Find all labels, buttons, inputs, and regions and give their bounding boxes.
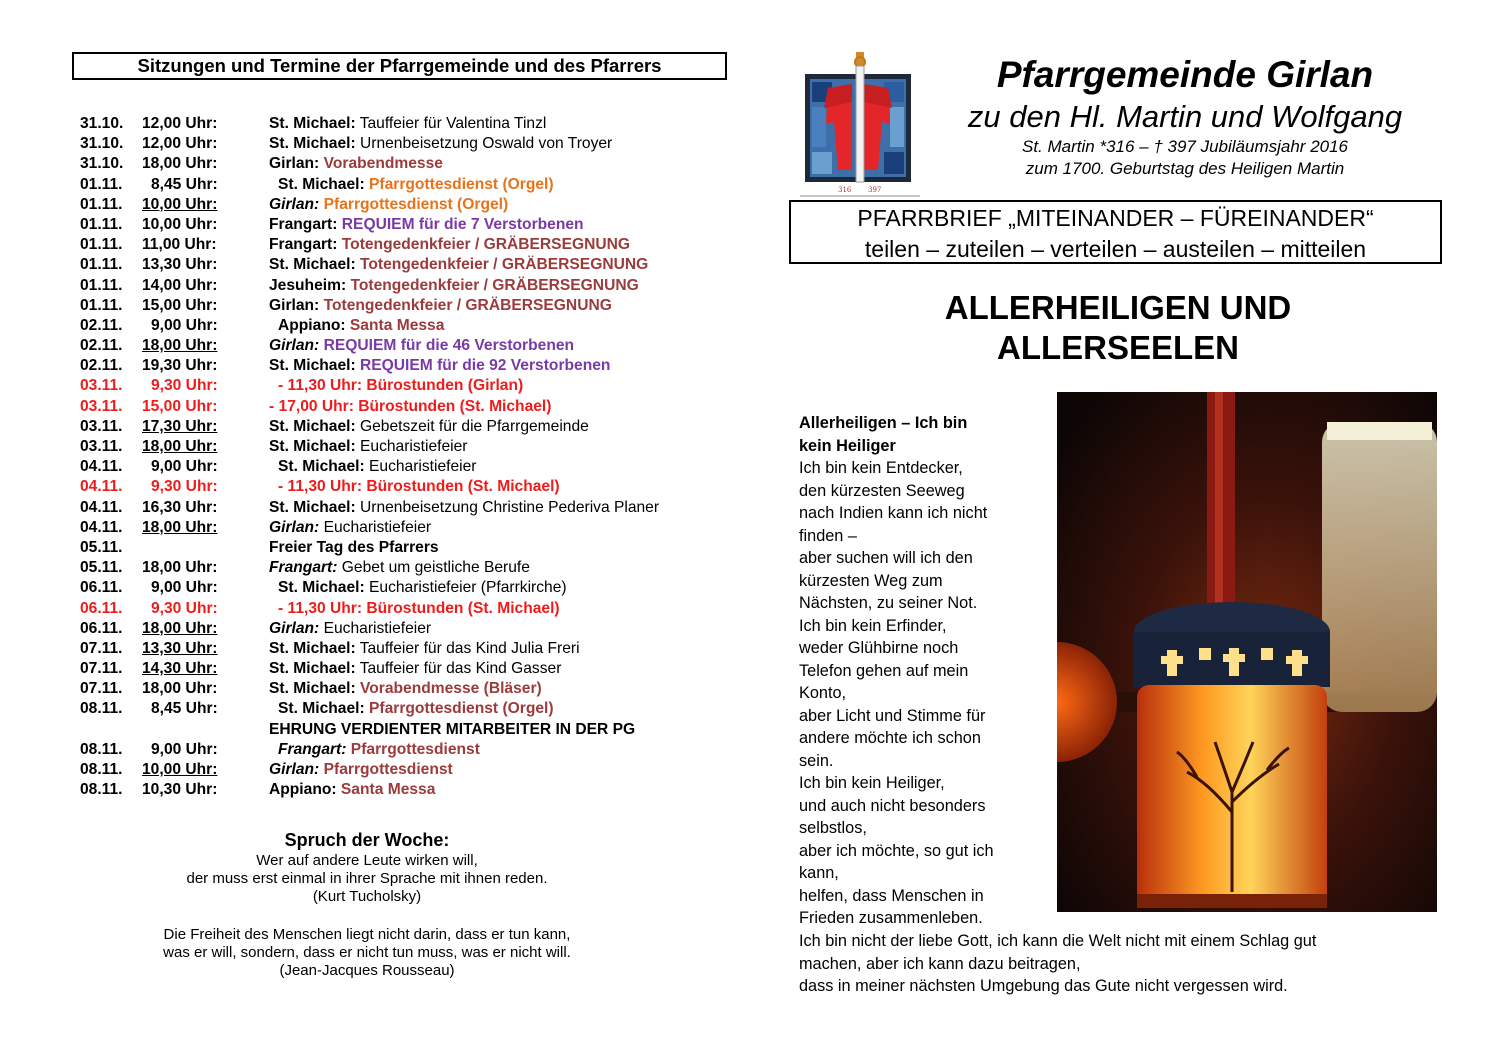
schedule-entry: [278, 699, 732, 719]
schedule-entry: [269, 235, 732, 255]
schedule-entry: [269, 195, 732, 215]
schedule-row: [80, 720, 732, 740]
schedule-entry: [269, 336, 732, 356]
schedule-entry: [278, 477, 732, 497]
poem-line: sein.: [799, 751, 834, 770]
schedule-location: Frangart:: [278, 740, 347, 758]
schedule-entry: [278, 599, 732, 619]
schedule-time-value: 9,00 Uhr:: [151, 458, 218, 476]
schedule-location: St. Michael:: [269, 639, 356, 657]
schedule-location: St. Michael:: [269, 115, 356, 132]
schedule-time: [142, 154, 269, 174]
schedule-location: St. Michael:: [278, 700, 365, 718]
schedule-row: [80, 215, 732, 235]
schedule-time-value: 13,30 Uhr:: [142, 639, 218, 657]
schedule-event: Eucharistiefeier: [369, 458, 477, 476]
schedule-row: [80, 558, 732, 578]
schedule-row: [80, 780, 732, 800]
schedule-row: [80, 477, 732, 497]
schedule-entry: [269, 356, 732, 376]
schedule-row: [80, 296, 732, 316]
schedule-date: [80, 720, 142, 740]
schedule-time: [142, 114, 269, 134]
schedule-time-value: 16,30 Uhr:: [142, 498, 218, 516]
spruch-line: der muss erst einmal in ihrer Sprache mit ihnen reden.: [186, 870, 548, 887]
schedule-time-value: 18,00 Uhr:: [142, 619, 218, 637]
poem-ending-line: Ich bin nicht der liebe Gott, ich kann die Welt nicht mit einem Schlag gut: [799, 932, 1317, 950]
schedule-time-value: 10,00 Uhr:: [142, 195, 218, 213]
quote-line: was er will, sondern, dass er nicht tun muss, was er nicht will.: [163, 944, 571, 961]
schedule-event: Totengedenkfeier / GRÄBERSEGNUNG: [323, 296, 612, 314]
schedule-date: 02.11.: [80, 357, 123, 375]
schedule-date: 08.11.: [80, 781, 123, 799]
main-heading-line-2: ALLERSEELEN: [996, 329, 1240, 366]
poem-line: aber Licht und Stimme für: [799, 706, 986, 725]
schedule-time: [142, 134, 269, 154]
schedule-time: [142, 255, 269, 275]
schedule-row: [80, 619, 732, 639]
schedule-time: [142, 296, 269, 316]
schedule-event: Gebet um geistliche Berufe: [341, 559, 530, 577]
schedule-date: 02.11.: [80, 337, 123, 355]
schedule-time-value: 9,30 Uhr:: [151, 478, 218, 496]
parish-title: Pfarrgemeinde Girlan: [996, 54, 1374, 95]
schedule-row: [80, 518, 732, 538]
schedule-location: St. Michael:: [269, 256, 356, 274]
schedule-event: Urnenbeisetzung Christine Pederiva Planer: [360, 498, 660, 516]
schedule-time: [142, 235, 269, 255]
schedule-time: [142, 659, 269, 679]
schedule-location: St. Michael:: [269, 660, 356, 678]
schedule-row: [80, 417, 732, 437]
schedule-date: 31.10.: [80, 115, 124, 132]
schedule-date: 03.11.: [80, 377, 123, 395]
schedule-event: - 11,30 Uhr: Bürostunden (St. Michael): [278, 599, 560, 617]
schedule-entry: [269, 114, 732, 134]
schedule-row: [80, 397, 732, 417]
schedule-time-value: 18,00 Uhr:: [142, 155, 218, 173]
schedule-event: Tauffeier für Valentina Tinzl: [359, 115, 547, 132]
schedule-location: Girlan:: [269, 619, 320, 637]
schedule-time: [142, 175, 278, 195]
poem-line: und auch nicht besonders: [799, 796, 986, 815]
schedule-date: 05.11.: [80, 559, 123, 577]
schedule-location: St. Michael:: [269, 680, 356, 698]
schedule-list: [80, 114, 732, 800]
schedule-location: Frangart:: [269, 215, 338, 233]
schedule-time: [142, 639, 269, 659]
schedule-time-value: 15,00 Uhr:: [142, 397, 218, 415]
schedule-time: [142, 215, 269, 235]
poem-line: Ich bin kein Entdecker,: [799, 459, 963, 477]
schedule-row: [80, 437, 732, 457]
schedule-time: [142, 316, 278, 336]
poem-line: kann,: [799, 864, 839, 882]
schedule-entry: [278, 316, 732, 336]
schedule-location: Girlan:: [269, 518, 320, 536]
poem-line: kürzesten Weg zum: [799, 571, 943, 590]
poem-line: Konto,: [799, 684, 847, 702]
schedule-location: Girlan:: [269, 761, 320, 778]
schedule-event: Gebetszeit für die Pfarrgemeinde: [360, 417, 589, 435]
schedule-location: St. Michael:: [278, 458, 365, 476]
schedule-entry: [269, 619, 732, 639]
schedule-row: [80, 356, 732, 376]
schedule-entry: [269, 639, 732, 659]
spruch-line: Wer auf andere Leute wirken will,: [256, 852, 478, 869]
schedule-event: Pfarrgottesdienst: [323, 761, 453, 778]
schedule-time-value: 8,45 Uhr:: [151, 175, 218, 193]
schedule-time: [142, 720, 269, 740]
schedule-row: [80, 114, 732, 134]
schedule-entry: [278, 578, 732, 598]
schedule-location: Frangart:: [269, 559, 338, 577]
schedule-row: [80, 316, 732, 336]
schedule-entry: [269, 498, 732, 518]
poem-line: helfen, dass Menschen in: [799, 886, 984, 905]
schedule-time-value: 9,00 Uhr:: [151, 579, 218, 597]
schedule-entry: [278, 376, 732, 396]
pfarrbrief-motto: teilen – zuteilen – verteilen – austeilen – mitteilen: [864, 236, 1367, 262]
schedule-time-value: 18,00 Uhr:: [142, 559, 218, 577]
schedule-entry: [269, 538, 732, 558]
parish-logo-stained-glass-icon: [800, 52, 920, 200]
schedule-time-value: 12,00 Uhr:: [142, 135, 218, 153]
schedule-entry: [269, 276, 732, 296]
schedule-row: [80, 659, 732, 679]
schedule-time-value: 17,30 Uhr:: [142, 417, 218, 435]
schedule-event: Totengedenkfeier / GRÄBERSEGNUNG: [350, 276, 639, 294]
jubilee-line-2: zum 1700. Geburtstag des Heiligen Martin: [1025, 159, 1345, 178]
schedule-time: [142, 619, 269, 639]
schedule-date: 07.11.: [80, 680, 123, 698]
schedule-event: Pfarrgottesdienst: [350, 740, 480, 758]
schedule-event: Tauffeier für das Kind Gasser: [359, 660, 562, 678]
schedule-row: [80, 538, 732, 558]
masthead: [930, 52, 1440, 180]
schedule-event: Eucharistiefeier: [323, 518, 432, 536]
schedule-row: [80, 134, 732, 154]
spruch-heading: Spruch der Woche:: [284, 830, 450, 850]
schedule-location: Appiano:: [278, 316, 346, 334]
schedule-time-value: 9,30 Uhr:: [151, 377, 218, 395]
schedule-event: Santa Messa: [340, 781, 436, 799]
schedule-location: Jesuheim:: [269, 276, 347, 294]
schedule-time: [142, 195, 269, 215]
schedule-time: [142, 397, 269, 417]
schedule-row: [80, 336, 732, 356]
schedule-date: 05.11.: [80, 538, 123, 556]
poem-line: aber ich möchte, so gut ich: [799, 841, 994, 860]
schedule-time: [142, 679, 269, 699]
schedule-location: Frangart:: [269, 236, 338, 254]
schedule-event: Vorabendmesse: [323, 155, 443, 173]
poem-line: den kürzesten Seeweg: [799, 481, 965, 500]
schedule-time-value: 12,00 Uhr:: [142, 115, 218, 132]
schedule-date: 04.11.: [80, 498, 123, 516]
schedule-event: - 11,30 Uhr: Bürostunden (St. Michael): [278, 478, 560, 496]
schedule-time: [142, 477, 278, 497]
schedule-date: 08.11.: [80, 740, 123, 758]
schedule-entry: [278, 457, 732, 477]
schedule-event: Vorabendmesse (Bläser): [360, 680, 542, 698]
pfarrbrief-box: [789, 200, 1442, 264]
schedule-entry: [269, 558, 732, 578]
schedule-time-value: 19,30 Uhr:: [142, 357, 218, 375]
schedule-time-value: 9,30 Uhr:: [151, 599, 218, 617]
schedule-time: [142, 699, 278, 719]
schedule-event: Freier Tag des Pfarrers: [269, 538, 439, 556]
schedule-event: REQUIEM für die 92 Verstorbenen: [360, 357, 611, 375]
schedule-time-value: 18,00 Uhr:: [142, 680, 218, 698]
schedule-time: [142, 599, 278, 619]
schedule-date: 08.11.: [80, 700, 123, 718]
poem-ending-line: machen, aber ich kann dazu beitragen,: [799, 954, 1081, 973]
schedule-entry: [269, 780, 732, 800]
schedule-box-title: Sitzungen und Termine der Pfarrgemeinde und des Pfarrers: [72, 52, 727, 80]
schedule-time: [142, 336, 269, 356]
poem-title-2: kein Heiliger: [799, 436, 896, 455]
schedule-event: Santa Messa: [349, 316, 445, 334]
schedule-row: [80, 639, 732, 659]
schedule-entry: [278, 175, 732, 195]
schedule-entry: [269, 720, 732, 740]
schedule-date: 01.11.: [80, 296, 123, 314]
schedule-entry: [269, 760, 732, 780]
schedule-date: 04.11.: [80, 458, 123, 476]
schedule-time: [142, 417, 269, 437]
schedule-row: [80, 679, 732, 699]
logo-year-right: 397: [868, 186, 882, 194]
poem: [799, 412, 1049, 930]
schedule-location: Girlan:: [269, 195, 320, 213]
poem-line: weder Glühbirne noch: [799, 639, 959, 657]
schedule-time-value: 14,00 Uhr:: [142, 276, 218, 294]
schedule-time: [142, 498, 269, 518]
schedule-location: St. Michael:: [269, 438, 356, 455]
schedule-row: [80, 154, 732, 174]
schedule-date: 31.10.: [80, 155, 124, 173]
schedule-date: 07.11.: [80, 660, 123, 678]
schedule-date: 04.11.: [80, 518, 123, 536]
schedule-date: 03.11.: [80, 438, 123, 455]
schedule-date: 02.11.: [80, 316, 123, 334]
schedule-row: [80, 740, 732, 760]
poem-line: Nächsten, zu seiner Not.: [799, 594, 978, 612]
schedule-entry: [269, 255, 732, 275]
schedule-event: Eucharistiefeier (Pfarrkirche): [369, 579, 567, 597]
poem-line: Ich bin kein Heiliger,: [799, 774, 945, 792]
schedule-event: - 11,30 Uhr: Bürostunden (Girlan): [278, 377, 524, 395]
schedule-row: [80, 578, 732, 598]
schedule-date: 03.11.: [80, 397, 123, 415]
schedule-row: [80, 276, 732, 296]
schedule-row: [80, 175, 732, 195]
poem-line: finden –: [799, 526, 857, 545]
schedule-event: Urnenbeisetzung Oswald von Troyer: [360, 135, 613, 153]
schedule-location: St. Michael:: [269, 357, 356, 375]
schedule-event: REQUIEM für die 7 Verstorbenen: [341, 215, 584, 233]
poem-line: nach Indien kann ich nicht: [799, 504, 988, 522]
schedule-location: St. Michael:: [269, 417, 356, 435]
poem-line: andere möchte ich schon: [799, 729, 981, 747]
schedule-time-value: 10,00 Uhr:: [142, 215, 218, 233]
schedule-time: [142, 437, 269, 457]
spruch-der-woche: [72, 828, 662, 980]
schedule-date: 01.11.: [80, 195, 123, 213]
schedule-date: 06.11.: [80, 619, 123, 637]
schedule-column: [72, 52, 732, 800]
schedule-time: [142, 518, 269, 538]
schedule-event: Pfarrgottesdienst (Orgel): [323, 195, 509, 213]
schedule-entry: [278, 740, 732, 760]
schedule-entry: [269, 154, 732, 174]
quote-line: Die Freiheit des Menschen liegt nicht darin, dass er tun kann,: [163, 926, 571, 943]
schedule-date: 01.11.: [80, 276, 123, 294]
schedule-time-value: 10,30 Uhr:: [142, 781, 218, 799]
schedule-date: 07.11.: [80, 639, 123, 657]
schedule-event: Eucharistiefeier: [323, 619, 432, 637]
schedule-entry: [269, 296, 732, 316]
schedule-time-value: 9,00 Uhr:: [151, 316, 218, 334]
schedule-row: [80, 498, 732, 518]
schedule-time-value: 18,00 Uhr:: [142, 438, 218, 455]
schedule-date: 01.11.: [80, 236, 123, 254]
main-heading-line-1: ALLERHEILIGEN UND: [944, 289, 1292, 326]
schedule-time: [142, 356, 269, 376]
schedule-time-value: 15,00 Uhr:: [142, 296, 218, 314]
schedule-time: [142, 457, 278, 477]
schedule-location: St. Michael:: [269, 135, 356, 153]
poem-line: selbstlos,: [799, 819, 867, 837]
schedule-entry: [269, 518, 732, 538]
poem-line: Frieden zusammenleben.: [799, 909, 983, 927]
schedule-time-value: 13,30 Uhr:: [142, 256, 218, 274]
logo-year-left: 316: [838, 186, 852, 194]
schedule-time-value: 14,30 Uhr:: [142, 660, 218, 678]
schedule-date: 01.11.: [80, 175, 123, 193]
schedule-row: [80, 457, 732, 477]
schedule-time: [142, 538, 269, 558]
schedule-location: Girlan:: [269, 155, 320, 173]
poem-line: Ich bin kein Erfinder,: [799, 616, 947, 635]
schedule-entry: [269, 437, 732, 457]
schedule-entry: [269, 215, 732, 235]
schedule-location: Girlan:: [269, 296, 320, 314]
schedule-entry: [269, 134, 732, 154]
schedule-event: Eucharistiefeier: [360, 438, 468, 455]
schedule-row: [80, 760, 732, 780]
quote-author: (Jean-Jacques Rousseau): [279, 962, 455, 979]
poem-title: Allerheiligen – Ich bin: [799, 414, 968, 432]
poem-line: Telefon gehen auf mein: [799, 661, 969, 680]
schedule-time: [142, 578, 278, 598]
schedule-date: 31.10.: [80, 135, 124, 153]
schedule-date: 06.11.: [80, 599, 123, 617]
schedule-entry: [269, 417, 732, 437]
spruch-author: (Kurt Tucholsky): [312, 888, 422, 905]
schedule-location: Appiano:: [269, 781, 337, 799]
schedule-event: Tauffeier für das Kind Julia Freri: [359, 639, 580, 657]
schedule-date: 04.11.: [80, 478, 123, 496]
schedule-row: [80, 699, 732, 719]
schedule-date: 01.11.: [80, 256, 123, 274]
jubilee-line: St. Martin *316 – † 397 Jubiläumsjahr 2016: [1021, 137, 1349, 156]
schedule-event: Totengedenkfeier / GRÄBERSEGNUNG: [341, 236, 631, 254]
poem-ending-line: dass in meiner nächsten Umgebung das Gute nicht vergessen wird.: [799, 977, 1288, 995]
schedule-event: - 17,00 Uhr: Bürostunden (St. Michael): [269, 397, 552, 415]
schedule-time-value: 11,00 Uhr:: [142, 236, 217, 254]
schedule-location: St. Michael:: [278, 175, 365, 193]
schedule-time-value: 10,00 Uhr:: [142, 761, 218, 778]
schedule-row: [80, 376, 732, 396]
schedule-entry: [269, 397, 732, 417]
schedule-event: Pfarrgottesdienst (Orgel): [369, 175, 554, 193]
schedule-time: [142, 760, 269, 780]
schedule-entry: [269, 679, 732, 699]
schedule-time-value: 18,00 Uhr:: [142, 518, 218, 536]
schedule-location: Girlan:: [269, 337, 320, 355]
poem-ending: [799, 930, 1459, 998]
schedule-date: 06.11.: [80, 579, 123, 597]
schedule-entry: [269, 659, 732, 679]
schedule-row: [80, 195, 732, 215]
schedule-event: REQUIEM für die 46 Verstorbenen: [323, 337, 575, 355]
schedule-time: [142, 276, 269, 296]
schedule-event: EHRUNG VERDIENTER MITARBEITER IN DER PG: [269, 720, 636, 738]
schedule-row: [80, 255, 732, 275]
schedule-time-value: 18,00 Uhr:: [142, 337, 218, 355]
schedule-date: 08.11.: [80, 761, 123, 778]
schedule-date: 01.11.: [80, 215, 123, 233]
schedule-time: [142, 740, 278, 760]
poem-line: aber suchen will ich den: [799, 549, 973, 567]
grave-candle-photo: [1057, 392, 1437, 912]
schedule-time-value: 8,45 Uhr:: [151, 700, 218, 718]
schedule-location: St. Michael:: [269, 498, 356, 516]
schedule-location: St. Michael:: [278, 579, 365, 597]
schedule-row: [80, 599, 732, 619]
schedule-date: 03.11.: [80, 417, 123, 435]
schedule-event: Pfarrgottesdienst (Orgel): [369, 700, 554, 718]
schedule-time: [142, 780, 269, 800]
main-heading: [790, 288, 1446, 368]
schedule-row: [80, 235, 732, 255]
pfarrbrief-title: PFARRBRIEF „MITEINANDER – FÜREINANDER“: [857, 205, 1374, 231]
schedule-time: [142, 558, 269, 578]
schedule-time-value: 9,00 Uhr:: [151, 740, 218, 758]
schedule-time: [142, 376, 278, 396]
parish-subtitle: zu den Hl. Martin und Wolfgang: [967, 99, 1403, 134]
schedule-event: Totengedenkfeier / GRÄBERSEGNUNG: [360, 256, 649, 274]
